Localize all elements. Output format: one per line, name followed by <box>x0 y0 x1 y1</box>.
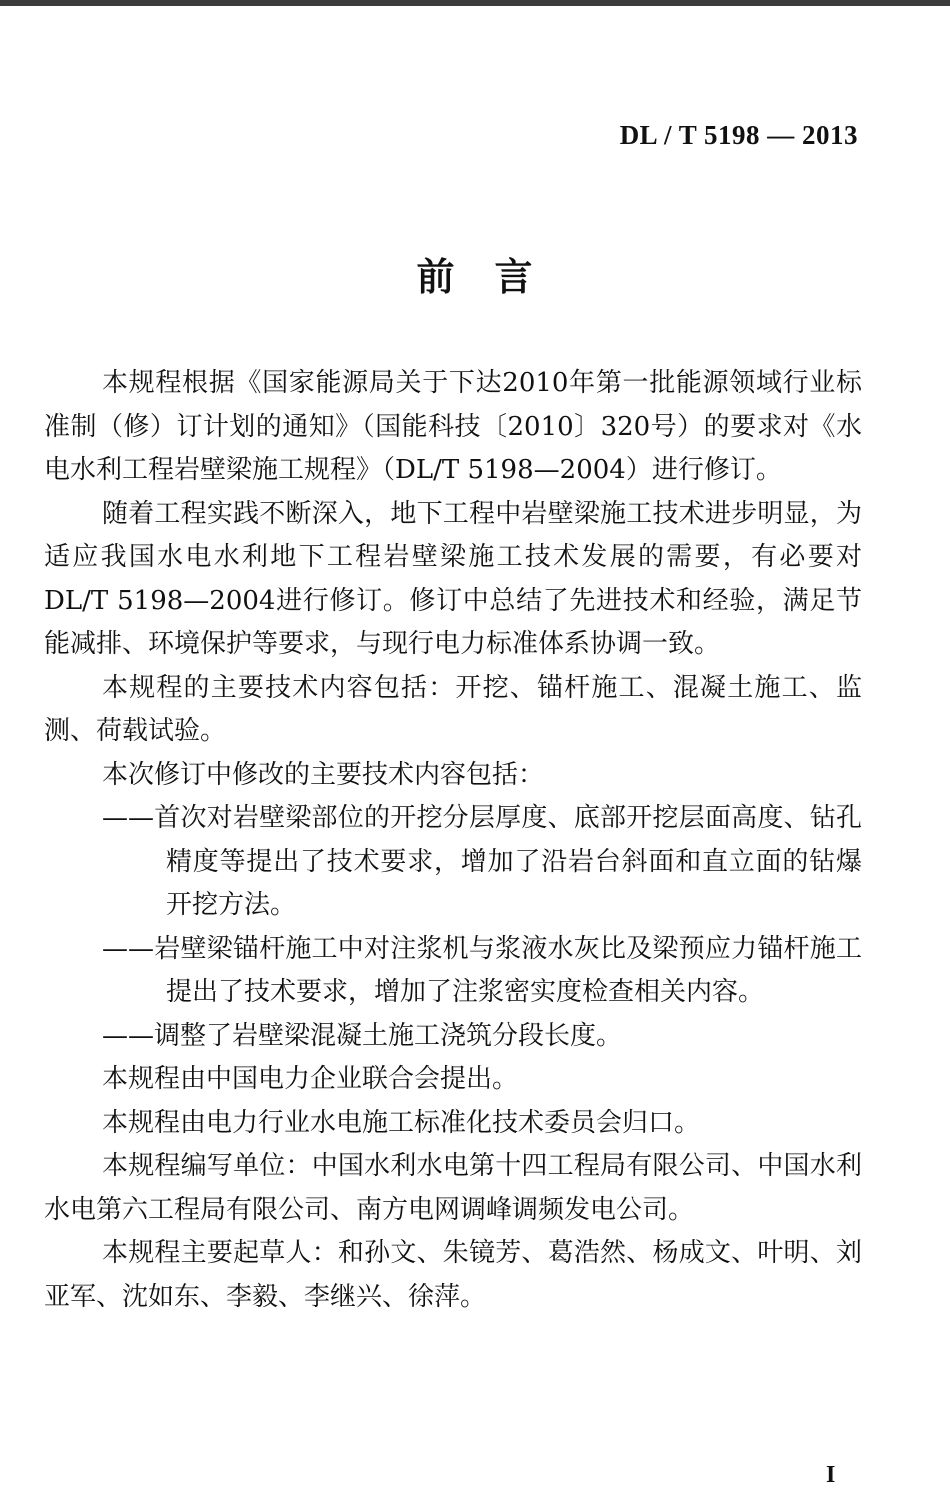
paragraph: 本规程主要起草人：和孙文、朱镜芳、葛浩然、杨成文、叶明、刘亚军、沈如东、李毅、李继兴、徐萍。 <box>44 1238 862 1312</box>
paragraph: 本次修订中修改的主要技术内容包括： <box>102 759 545 790</box>
paragraph: 随着工程实践不断深入，地下工程中岩壁梁施工技术进步明显，为适应我国水电水利地下工程岩壁梁施工技术发展的需要，有必要对DL/T 5198—2004进行修订。修订中总结了先进技术和经验，满足节能减排、环境保护等要求，与现行电力标准体系协调一致。 <box>44 498 862 659</box>
page-number: I <box>826 1462 836 1488</box>
top-border <box>0 0 950 6</box>
paragraph: 本规程的主要技术内容包括：开挖、锚杆施工、混凝土施工、监测、荷载试验。 <box>44 672 862 746</box>
document-body <box>44 362 862 1319</box>
page-title: 前 言 <box>416 254 534 299</box>
paragraph: 本规程编写单位：中国水利水电第十四工程局有限公司、中国水利水电第六工程局有限公司、南方电网调峰调频发电公司。 <box>44 1151 862 1225</box>
paragraph: 本规程由中国电力企业联合会提出。 <box>102 1064 519 1094</box>
paragraph: 本规程根据《国家能源局关于下达2010年第一批能源领域行业标准制（修）订计划的通知》（国能科技〔2010〕320号）的要求对《水电水利工程岩壁梁施工规程》（DL/T 5198—2004）进行修订。 <box>44 368 862 485</box>
revision-item: ——调整了岩壁梁混凝土施工浇筑分段长度。 <box>102 1020 623 1051</box>
revision-item: ——岩壁梁锚杆施工中对注浆机与浆液水灰比及梁预应力锚杆施工提出了技术要求，增加了注浆密实度检查相关内容。 <box>102 933 862 1007</box>
standard-code: DL / T 5198 — 2013 <box>619 120 858 150</box>
revision-item: ——首次对岩壁梁部位的开挖分层厚度、底部开挖层面高度、钻孔精度等提出了技术要求，增加了沿岩台斜面和直立面的钻爆开挖方法。 <box>102 803 862 920</box>
paragraph: 本规程由电力行业水电施工标准化技术委员会归口。 <box>102 1107 701 1138</box>
